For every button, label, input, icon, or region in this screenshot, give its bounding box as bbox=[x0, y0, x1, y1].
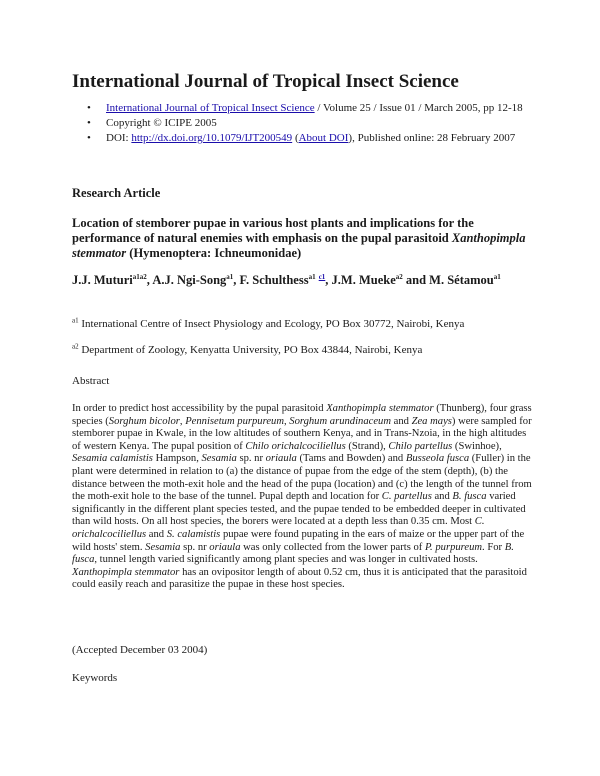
affiliation-sup: a1 bbox=[72, 316, 79, 325]
doi-paren-open: ( bbox=[292, 132, 299, 144]
journal-link[interactable]: International Journal of Tropical Insect Science bbox=[106, 102, 315, 114]
copyright-item: • Copyright © ICIPE 2005 bbox=[72, 117, 534, 130]
accepted-date: (Accepted December 03 2004) bbox=[72, 644, 208, 656]
citation-item bbox=[72, 102, 534, 115]
affiliation-1 bbox=[72, 318, 534, 331]
author-affiliation-sup: a2 bbox=[395, 272, 403, 281]
affiliation-sup: a2 bbox=[72, 342, 79, 351]
author-affiliation-sup: a1 bbox=[308, 272, 316, 281]
abstract-heading: Abstract bbox=[72, 375, 110, 387]
abstract-text: In order to predict host accessibility by the pupal parasitoid Xanthopimpla stemmator (Thunberg), four grass species (Sorghum bicolor, Pennisetum purpureum, Sorghum arundinaceum and Zea mays) were sampled for stemborer pupae in Kwale, in the low altitudes of southern Kenya, and in Trans-Nzoia, in the high altitudes of western Kenya. The pupal position of Chilo orichalcociliellus (Strand), Chilo partellus (Swinhoe), Sesamia calamistis Hampson, Sesamia sp. nr oriaula (Tams and Bowden) and Busseola fusca (Fuller) in the plant were determined in relation to (a) the distance of pupae from the edge of the stem (depth), (b) the distance between the moth-exit hole and the head of the pupa (location) and (c) the length of the tunnel from the moth-exit hole to the base of the tunnel. Pupal depth and location for C. partellus and B. fusca varied significantly in the different plant species tested, and the pupae tended to be embedded deeper in cultivated than wild hosts. On all host species, the borers were located at a depth less than 0.35 cm. Most C. orichalcociliellus and S. calamistis pupae were found pupating in the ears of maize or the upper part of the wild hosts' stem. Sesamia sp. nr oriaula was only collected from the lower parts of P. purpureum. For B. fusca, tunnel length varied significantly among plant species and was longer in cultivated hosts. Xanthopimpla stemmator has an ovipositor length of about 0.52 cm, thus it is anticipated that the parasitoid could easily reach and parasitize the pupae in these host species. bbox=[72, 403, 532, 591]
affiliation-text: International Centre of Insect Physiology and Ecology, PO Box 30772, Nairobi, Kenya bbox=[78, 318, 465, 330]
doi-label: DOI: bbox=[106, 132, 132, 144]
keywords-heading: Keywords bbox=[72, 672, 118, 684]
author-list bbox=[72, 272, 534, 288]
article-type-heading: Research Article bbox=[72, 186, 161, 200]
article-title-end: (Hymenoptera: Ichneumonidae) bbox=[126, 246, 302, 260]
affiliation-text: Department of Zoology, Kenyatta University, PO Box 43844, Nairobi, Kenya bbox=[78, 344, 423, 356]
author-name: , F. Schulthess bbox=[233, 273, 309, 287]
citation-details: / Volume 25 / Issue 01 / March 2005, pp 12-18 bbox=[314, 102, 523, 114]
author-affiliation-sup: a1a2 bbox=[132, 272, 147, 281]
author-affiliation-sup: a1 bbox=[226, 272, 234, 281]
journal-title: International Journal of Tropical Insect Science bbox=[72, 71, 459, 92]
article-title-species: Xanthopimpla stemmator bbox=[72, 231, 526, 260]
author-name: , A.J. Ngi-Song bbox=[146, 273, 227, 287]
doi-item bbox=[72, 132, 534, 145]
corresponding-author-link[interactable]: c1 bbox=[318, 272, 326, 281]
author-name: and M. Sétamou bbox=[402, 273, 494, 287]
doi-link[interactable]: http://dx.doi.org/10.1079/IJT200549 bbox=[131, 132, 293, 144]
author-affiliation-sup: a1 bbox=[493, 272, 501, 281]
published-online: ), Published online: 28 February 2007 bbox=[348, 132, 516, 144]
author-name: J.J. Muturi bbox=[72, 273, 133, 287]
article-title-text: Location of stemborer pupae in various host plants and implications for the performance of natural enemies with emphasis on the pupal parasitoid bbox=[72, 216, 474, 245]
article-title bbox=[72, 216, 534, 261]
affiliation-2 bbox=[72, 344, 534, 357]
about-doi-link[interactable]: About DOI bbox=[298, 132, 349, 144]
author-name: , J.M. Mueke bbox=[325, 273, 396, 287]
publication-info-list bbox=[72, 102, 534, 147]
